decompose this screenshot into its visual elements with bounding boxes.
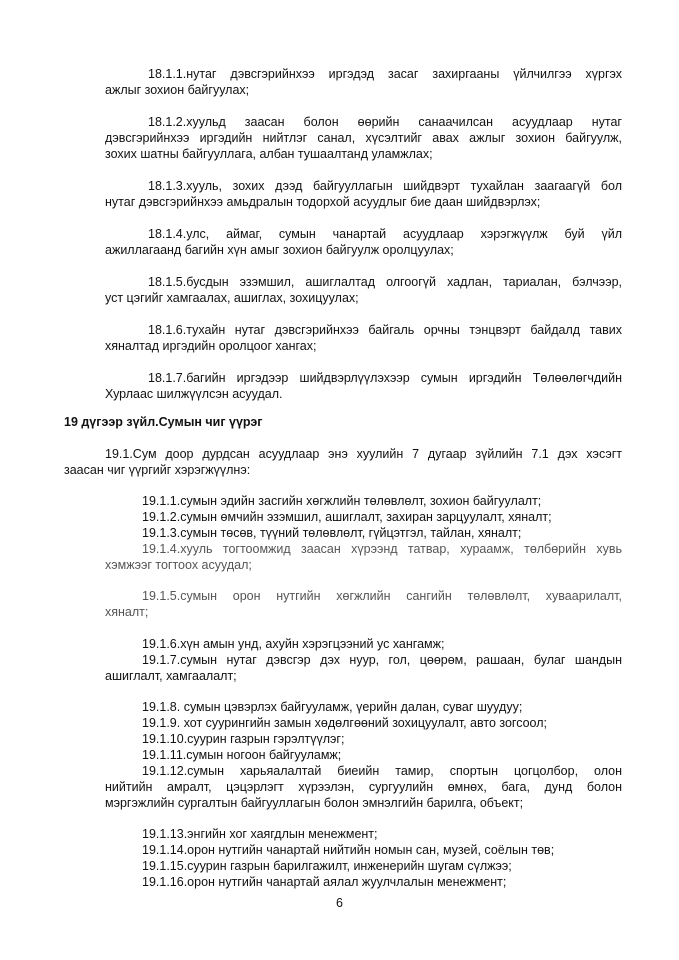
item-18-1-4-line2: ажиллагаанд багийн хүн амыг зохион байгуулж оролцуулах; (105, 243, 454, 257)
item-19-1-10: 19.1.10.суурин газрын гэрэлтүүлэг; (142, 732, 345, 746)
item-19-1-5-line1: 19.1.5.сумын орон нутгийн хөгжлийн сангийн төлөвлөлт, хуваарилалт, (142, 589, 622, 603)
article-19-intro-line2: заасан чиг үүргийг хэрэгжүүлнэ: (64, 463, 251, 477)
item-19-1-14: 19.1.14.орон нутгийн чанартай нийтийн номын сан, музей, соёлын төв; (142, 843, 555, 857)
item-18-1-2-line2: дэвсгэрийнхээ иргэдийн нийтлэг санал, хүсэлтийг авах ажлыг зохион байгуулж, (105, 131, 622, 145)
item-18-1-2-line1: 18.1.2.хуульд заасан болон өөрийн санаачилсан асуудлаар нутаг (148, 115, 622, 129)
item-19-1-16: 19.1.16.орон нутгийн чанартай аялал жуулчлалын менежмент; (142, 875, 507, 889)
item-19-1-6: 19.1.6.хүн амын унд, ахуйн хэрэгцээний ус хангамж; (142, 637, 445, 651)
item-19-1-11: 19.1.11.сумын ногоон байгууламж; (142, 748, 342, 762)
item-18-1-3-line2: нутаг дэвсгэрийнхээ амьдралын тодорхой асуудлыг бие даан шийдвэрлэх; (105, 195, 541, 209)
item-18-1-2-line3: зохих шатны байгууллага, албан тушаалтанд уламжлах; (105, 147, 433, 161)
item-19-1-2: 19.1.2.сумын өмчийн эзэмшил, ашиглалт, захиран зарцуулалт, хяналт; (142, 510, 552, 524)
article-19-intro-line1: 19.1.Сум доор дурдсан асуудлаар энэ хуулийн 7 дугаар зүйлийн 7.1 дэх хэсэгт (105, 447, 622, 461)
item-19-1-12-line3: мэргэжлийн сургалтын байгууллагын болон эмнэлгийн барилга, объект; (105, 796, 524, 810)
item-19-1-12-line2: нийтийн амралт, цэцэрлэгт хүрээлэн, сургуулийн өмнөх, бага, дунд болон (105, 780, 622, 794)
item-18-1-5-line2: уст цэгийг хамгаалах, ашиглах, зохицуулах; (105, 291, 359, 305)
item-19-1-13: 19.1.13.энгийн хог хаягдлын менежмент; (142, 827, 378, 841)
item-18-1-4-line1: 18.1.4.улс, аймаг, сумын чанартай асуудлаар хэрэгжүүлж буй үйл (148, 227, 622, 241)
item-19-1-15: 19.1.15.суурин газрын барилгажилт, инженерийн шугам сүлжээ; (142, 859, 512, 873)
item-18-1-1-line2: ажлыг зохион байгуулах; (105, 83, 250, 97)
article-19-heading: 19 дүгээр зүйл.Сумын чиг үүрэг (64, 415, 263, 429)
item-18-1-7-line2: Хурлаас шилжүүлсэн асуудал. (105, 387, 283, 401)
item-18-1-5-line1: 18.1.5.бусдын эзэмшил, ашиглалтад олгоогүй хадлан, тариалан, бэлчээр, (148, 275, 622, 289)
page-number: 6 (336, 896, 343, 910)
item-18-1-3-line1: 18.1.3.хууль, зохих дээд байгууллагын шийдвэрт тухайлан заагаагүй бол (148, 179, 622, 193)
item-19-1-5-line2: хяналт; (105, 605, 149, 619)
item-19-1-4-line2: хэмжээг тогтоох асуудал; (105, 558, 252, 572)
item-19-1-8: 19.1.8. сумын цэвэрлэх байгууламж, үерийн далан, суваг шуудуу; (142, 700, 523, 714)
item-19-1-4-line1: 19.1.4.хууль тогтоомжид заасан хүрээнд татвар, хураамж, төлбөрийн хувь (142, 542, 622, 556)
item-19-1-12-line1: 19.1.12.сумын харьяалалтай биеийн тамир, спортын цогцолбор, олон (142, 764, 622, 778)
item-18-1-6-line2: хяналтад иргэдийн оролцоог хангах; (105, 339, 317, 353)
item-19-1-1: 19.1.1.сумын эдийн засгийн хөгжлийн төлөвлөлт, зохион байгуулалт; (142, 494, 542, 508)
item-19-1-7-line2: ашиглалт, хамгаалалт; (105, 669, 237, 683)
item-18-1-6-line1: 18.1.6.тухайн нутаг дэвсгэрийнхээ байгаль орчны тэнцвэрт байдалд тавих (148, 323, 622, 337)
item-18-1-1-line1: 18.1.1.нутаг дэвсгэрийнхээ иргэдэд засаг захиргааны үйлчилгээ хүргэх (148, 67, 622, 81)
item-19-1-9: 19.1.9. хот суурингийн замын хөдөлгөөний зохицуулалт, авто зогсоол; (142, 716, 547, 730)
item-18-1-7-line1: 18.1.7.багийн иргэдээр шийдвэрлүүлэхээр сумын иргэдийн Төлөөлөгчдийн (148, 371, 622, 385)
item-19-1-7-line1: 19.1.7.сумын нутаг дэвсгэр дэх нуур, гол, цөөрөм, рашаан, булаг шандын (142, 653, 622, 667)
item-19-1-3: 19.1.3.сумын төсөв, түүний төлөвлөлт, гүйцэтгэл, тайлан, хяналт; (142, 526, 522, 540)
